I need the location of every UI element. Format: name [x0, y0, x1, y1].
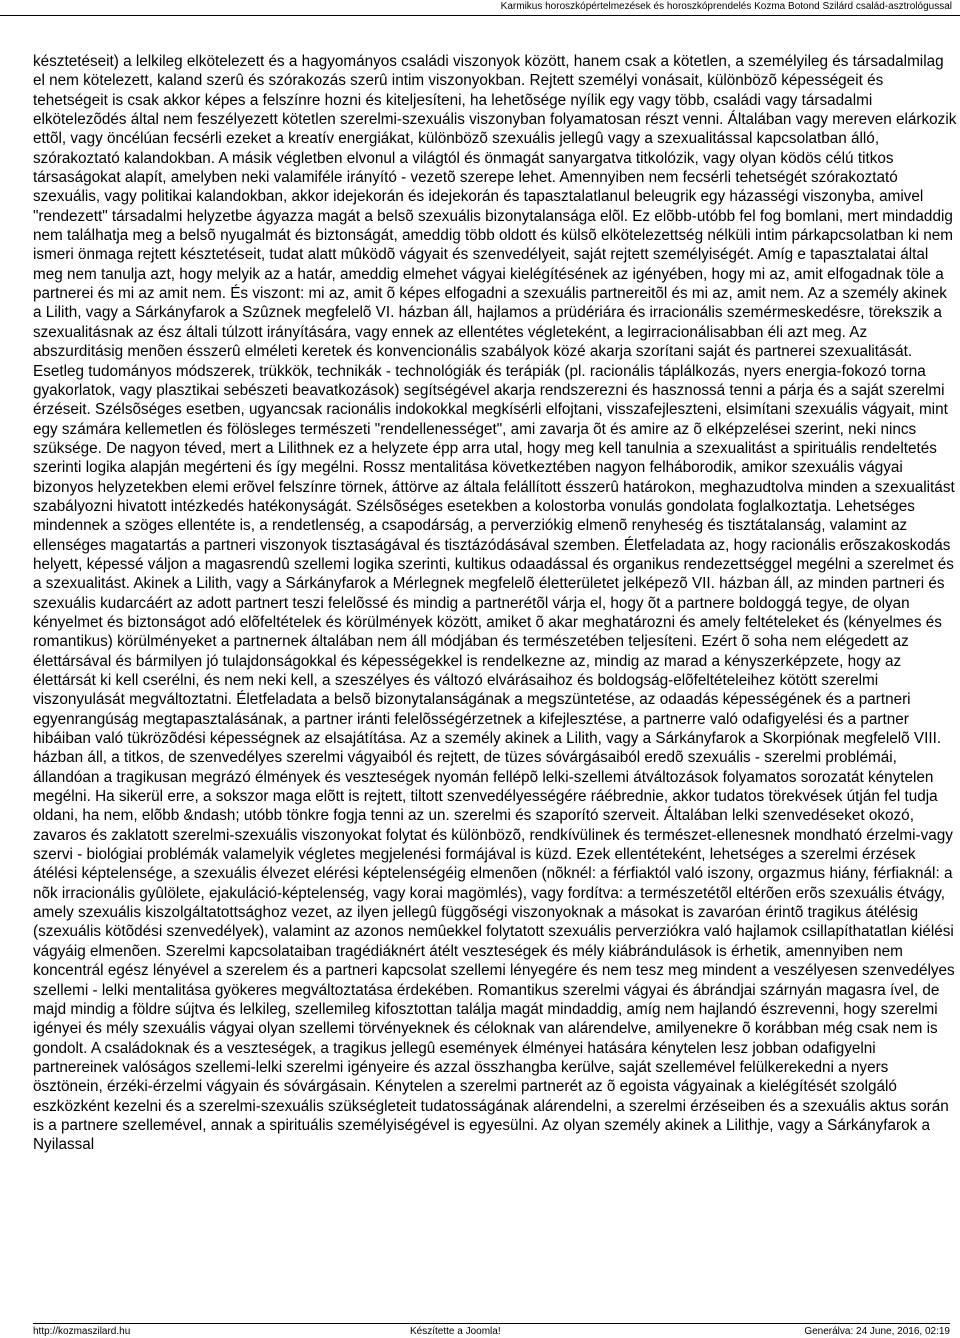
site-title: Karmikus horoszkópértelmezések és horoszkóprendelés Kozma Botond Szilárd család-asztrológussal	[500, 1, 952, 12]
footer-credit: Készítette a Joomla!	[410, 1326, 501, 1337]
page-header	[0, 0, 960, 16]
footer-generated-date: Generálva: 24 June, 2016, 02:19	[804, 1326, 950, 1337]
footer-url-link[interactable]: http://kozmaszilard.hu	[33, 1326, 131, 1337]
page-footer	[33, 1323, 950, 1338]
article-body: késztetéseit) a lelkileg elkötelezett és a hagyományos családi viszonyok között, hanem csak a kötetlen, a személyileg és társadalmilag el nem kötelezett, kaland szerû és szórakozás szerû intim viszonyokban. Rejtett személyi vonásait, különbözõ képességeit és tehetségeit is csak akkor képes a felszínre hozni és kiteljesíteni, ha lehetõsége nyílik egy vagy több, családi vagy társadalmi elkötelezõdés által nem feszélyezett kötetlen szerelmi-szexuális viszonyban folyamatosan részt venni. Általában vagy mereven elárkozik ettõl, vagy öncélúan fecsérli ezeket a kreatív energiákat, különbözõ szexuális jellegû vagy a szexualitással kapcsolatban álló, szórakoztató kalandokban. A másik végletben elvonul a világtól és önmagát sanyargatva titkolózik, vagy olyan ködös célú titkos társaságokat alapít, amelyben neki valamiféle irányító - vezetõ szerepe lehet. Amennyiben nem fecsérli tehetségét szórakoztató szexuális, vagy politikai kalandokban, akkor idejekorán és idejekorán és tapasztalatlanul beleugrik egy házasségi viszonyba, amivel "rendezett" társadalmi helyzetbe ágyazza magát a belsõ szexuális bizonytalansága elõl. Ez elõbb-utóbb fel fog bomlani, mert mindaddig nem találhatja meg a belsõ nyugalmát és biztonságát, ameddig több oldott és külsõ elkötelezettség nélküli intim párkapcsolatban ki nem ismeri önmaga rejtett késztetéseit, tudat alatt mûködõ vágyait és szenvedélyeit, saját rejtett személyiségét. Amíg e tapasztalatai által meg nem tanulja azt, hogy melyik az a határ, ameddig elmehet vágyai kielégítésének az igényében, hogy mi az, amit elfogadnak töle a partnerei és mi az amit nem. És viszont: mi az, amit õ képes elfogadni a szexuális partnereitõl és mi az, amit nem. Az a személy akinek a Lilith, vagy a Sárkányfarok a Szûznek megfelelõ VI. házban áll, hajlamos a prüdériára és irracionális szemérmeskedésre, törekszik a szexualitásnak az ész általi túlzott irányítására, vagy ennek az ellentétes végleteként, a legirracionálisabban éli azt meg. Az abszurditásig menõen ésszerû elméleti keretek és konvencionális szabályok közé akarja szorítani saját és partnerei szexualitását. Esetleg tudományos módszerek, trükkök, technikák - technológiák és terápiák (pl. racionális táplálkozás, nyers energia-fokozó torna gyakorlatok, vagy plasztikai sebészeti beavatkozások) segítségével akarja rendszerezni és hasznossá tenni a párja és a saját szerelmi érzéseit. Szélsõséges esetben, ugyancsak racionális indokokkal megkísérli elfojtani, visszafejleszteni, elsimítani szexuális vágyait, mint egy számára kellemetlen és fölösleges természeti "rendellenességet", ami zavarja õt és amire az õ elképzelései szerint, neki nincs szüksége. De nagyon téved, mert a Lilithnek ez a helyzete épp arra utal, hogy meg kell tanulnia a szexualitást a spirituális rendeltetés szerinti logika alapján megérteni és így megélni. Rossz mentalitása következtében nagyon felháborodik, amikor szexuális vágyai bizonyos helyzetekben elemi erõvel felszínre törnek, áttörve az általa felállított ésszerû határokon, meghazudtolva minden a szexualitást szabályozni hivatott intézkedés hatékonyságát. Szélsõséges esetekben a kolostorba vonulás gondolata foglalkoztatja. Lehetséges mindennek a szöges ellentéte is, a rendetlenség, a csapodárság, a perverziókig elmenõ renyheség és tisztátalanság, valamint az ellenséges magatartás a partneri viszonyok tisztaságával és tisztázódásával szemben. Életfeladata az, hogy racionális erõszakoskodás helyett, képessé váljon a magasrendû szellemi logika szerinti, kultikus odaadással és organikus rendezettséggel megélni a szerelmet és a szexualitást. Akinek a Lilith, vagy a Sárkányfarok a Mérlegnek megfelelõ életterületet jelképezõ VII. házban áll, az minden partneri és szexuális kudarcáért az adott partnert teszi felelõssé és mindig a partnerétõl várja el, hogy õt a partnere boldoggá tegye, de olyan kényelmet és biztonságot adó elõfeltételek és körülmények között, amiket õ akar meghatározni és amely feltételeket és (kényelmes és romantikus) körülményeket a partnernek általában nem áll módjában és természetében teljesíteni. Ezért õ soha nem elégedett az élettársával és bármilyen jó tulajdonságokkal és képességekkel is rendelkezne az, mindig az marad a kényszerképzete, hogy az élettársát ki kell cserélni, és nem neki kell, a szeszélyes és változó elvárásaihoz és boldogság-elõfeltételeihez kötött szerelmi viszonyulását megváltoztatni. Életfeladata a belsõ bizonytalanságának a megszüntetése, az odaadás képességének és a partneri egyenrangúság megtapasztalásának, a partner iránti felelõsségérzetnek a kifejlesztése, a partnerre való odafigyelési és a partner hibáiban való tükrözõdési képességnek az elsajátítása. Az a személy akinek a Lilith, vagy a Sárkányfarok a Skorpiónak megfelelõ VIII. házban áll, a titkos, de szenvedélyes szerelmi vágyaiból és rejtett, de tüzes sóvárgásaiból eredõ szexuális - szerelmi problémái, állandóan a tragikusan megrázó élmények és veszteségek nyomán fellépõ lelki-szellemi átváltozások folyamatos sorozatát kénytelen megélni. Ha sikerül erre, a sokszor maga elõtt is rejtett, tiltott szenvedélyességére ráébrednie, akkor tudatos törekvések útján fel tudja oldani, ha nem, elõbb &ndash; utóbb tönkre fogja tenni az un. szerelmi és szaporító szerveit. Általában lelki szenvedéseket okozó, zavaros és zaklatott szerelmi-szexuális viszonyokat folytat és különbözõ, rendkívülinek és természet-ellenesnek mondható érzelmi-vagy szervi - biológiai problémák valamelyik végletes megjelenési formájával is küzd. Ezek ellentéteként, lehetséges a szerelmi érzések átélési képtelensége, a szexuális élvezet elérési képtelenségéig elmenõen (nõknél: a férfiaktól való iszony, orgazmus hiány, férfiaknál: a nõk irracionális gyûlölete, ejakuláció-képtelenség, vagy korai magömlés), vagy fordítva: a természetétõl eltérõen erõs szexuális étvágy, amely szexuális kiszolgáltatottsághoz vezet, az ilyen jellegû függõségi viszonyoknak a másokat is zavaróan érintõ tragikus átélésig (szexuális kötõdési szenvedélyek), valamint az azonos nemûekkel folytatott szexuális perverziókra való hajlamok csillapíthatatlan kiélési vágyáig elmenõen. Szerelmi kapcsolataiban tragédiáknért átélt veszteségek és mély kiábrándulások is érhetik, amennyiben nem koncentrál egész lényével a szerelem és a partneri kapcsolat szellemi lényegére és nem tesz meg mindent a veszélyesen szenvedélyes szellemi - lelki mentalitása gyökeres megváltoztatása érdekében. Romantikus szerelmi vágyai és ábrándjai szárnyán magasra ível, de majd mindig a földre sújtva és lelkileg, szellemileg kifosztottan találja magát mindaddig, amíg nem hajlandó észrevenni, hogy szerelmi igényei és mély szexuális vágyai olyan szellemi törvényeknek és céloknak van alárendelve, amilyenekre õ korábban még csak nem is gondolt. A családoknak és a veszteségek, a tragikus jellegû események élményei hatására kénytelen lesz jobban odafigyelni partnereinek valóságos szellemi-lelki szerelmi igényeire és azzal összhangba kerülve, saját szellemével felülkerekedni a nyers ösztönein, érzéki-érzelmi vágyain és sóvárgásain. Kénytelen a szerelmi partnerét az õ egoista vágyainak a kielégítését szolgáló eszközként kezelni és a szerelmi-szexuális szükségleteit tudatosságának alárendelni, a szerelmi érzéseiben és a szexuális aktus során is a partnere szellemével, annak a spirituális személyiségével is egyesülni. Az olyan személy akinek a Lilithje, vagy a Sárkányfarok a Nyilassal	[33, 53, 957, 1154]
